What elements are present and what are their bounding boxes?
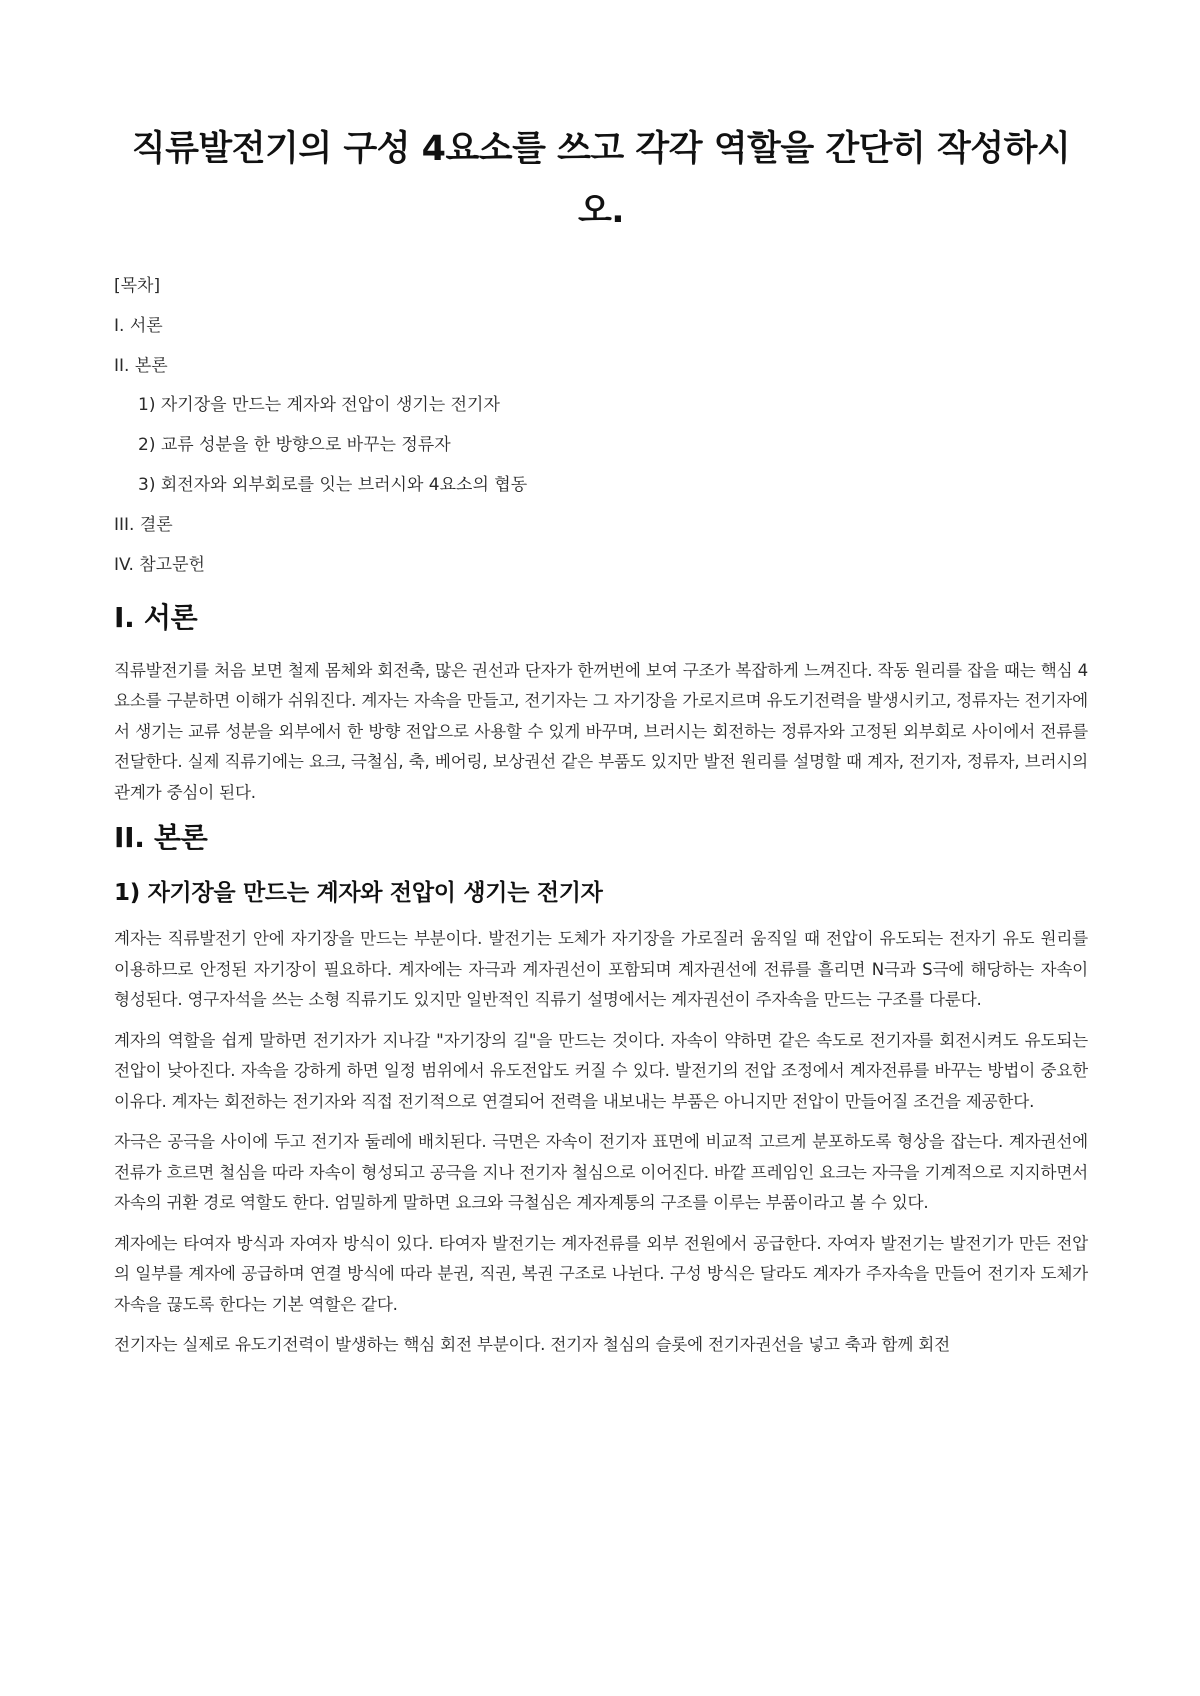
table-of-contents <box>114 276 1088 576</box>
body-paragraph: 계자의 역할을 쉽게 말하면 전기자가 지나갈 "자기장의 길"을 만드는 것이다. 자속이 약하면 같은 속도로 전기자를 회전시켜도 유도되는 전압이 낮아진다. 자속을 강하게 하면 일정 범위에서 유도전압도 커질 수 있다. 발전기의 전압 조정에서 계자전류를 바꾸는 방법이 중요한 이유다. 계자는 회전하는 전기자와 직접 전기적으로 연결되어 전력을 내보내는 부품은 아니지만 전압이 만들어질 조건을 제공한다. <box>114 1030 1088 1111</box>
section-heading-introduction: I. 서론 <box>114 600 198 634</box>
toc-heading: [목차] <box>114 276 161 296</box>
body-paragraph: 계자는 직류발전기 안에 자기장을 만드는 부분이다. 발전기는 도체가 자기장을 가로질러 움직일 때 전압이 유도되는 전자기 유도 원리를 이용하므로 안정된 자기장이 필요하다. 계자에는 자극과 계자권선이 포함되며 계자권선에 전류를 흘리면 N극과 S극에 해당하는 자속이 형성된다. 영구자석을 쓰는 소형 직류기도 있지만 일반적인 직류기 설명에서는 계자권선이 주자속을 만드는 구조를 다룬다. <box>114 929 1088 1010</box>
toc-item-introduction[interactable]: I. 서론 <box>114 315 163 336</box>
introduction-paragraph: 직류발전기를 처음 보면 철제 몸체와 회전축, 많은 권선과 단자가 한꺼번에 보여 구조가 복잡하게 느껴진다. 작동 원리를 잡을 때는 핵심 4요소를 구분하면 이해가 쉬워진다. 계자는 자속을 만들고, 전기자는 그 자기장을 가로지르며 유도기전력을 발생시키고, 정류자는 전기자에서 생기는 교류 성분을 외부에서 한 방향 전압으로 사용할 수 있게 바꾸며, 브러시는 회전하는 정류자와 고정된 외부회로 사이에서 전류를 전달한다. 실제 직류기에는 요크, 극철심, 축, 베어링, 보상권선 같은 부품도 있지만 발전 원리를 설명할 때 계자, 전기자, 정류자, 브러시의 관계가 중심이 된다. <box>114 660 1088 802</box>
body-paragraph: 전기자는 실제로 유도기전력이 발생하는 핵심 회전 부분이다. 전기자 철심의 슬롯에 전기자권선을 넣고 축과 함께 회전 <box>114 1335 950 1355</box>
toc-item-body[interactable]: II. 본론 <box>114 355 168 376</box>
section-heading-body: II. 본론 <box>114 821 208 855</box>
subsection-heading-field-and-armature: 1) 자기장을 만드는 계자와 전압이 생기는 전기자 <box>114 880 603 907</box>
document-title: 직류발전기의 구성 4요소를 쓰고 각각 역할을 간단히 작성하시오. <box>131 129 1071 231</box>
toc-item-body-3[interactable]: 3) 회전자와 외부회로를 잇는 브러시와 4요소의 협동 <box>138 474 528 495</box>
toc-item-references[interactable]: IV. 참고문헌 <box>114 554 205 575</box>
toc-item-body-2[interactable]: 2) 교류 성분을 한 방향으로 바꾸는 정류자 <box>138 435 451 456</box>
body-paragraph: 계자에는 타여자 방식과 자여자 방식이 있다. 타여자 발전기는 계자전류를 외부 전원에서 공급한다. 자여자 발전기는 발전기가 만든 전압의 일부를 계자에 공급하며 연결 방식에 따라 분권, 직권, 복권 구조로 나뉜다. 구성 방식은 달라도 계자가 주자속을 만들어 전기자 도체가 자속을 끊도록 한다는 기본 역할은 같다. <box>114 1233 1088 1314</box>
toc-item-conclusion[interactable]: III. 결론 <box>114 514 173 535</box>
toc-item-body-1[interactable]: 1) 자기장을 만드는 계자와 전압이 생기는 전기자 <box>138 395 500 416</box>
body-paragraph: 자극은 공극을 사이에 두고 전기자 둘레에 배치된다. 극면은 자속이 전기자 표면에 비교적 고르게 분포하도록 형상을 잡는다. 계자권선에 전류가 흐르면 철심을 따라 자속이 형성되고 공극을 지나 전기자 철심으로 이어진다. 바깥 프레임인 요크는 자극을 기계적으로 지지하면서 자속의 귀환 경로 역할도 한다. 엄밀하게 말하면 요크와 극철심은 계자계통의 구조를 이루는 부품이라고 볼 수 있다. <box>114 1132 1088 1213</box>
